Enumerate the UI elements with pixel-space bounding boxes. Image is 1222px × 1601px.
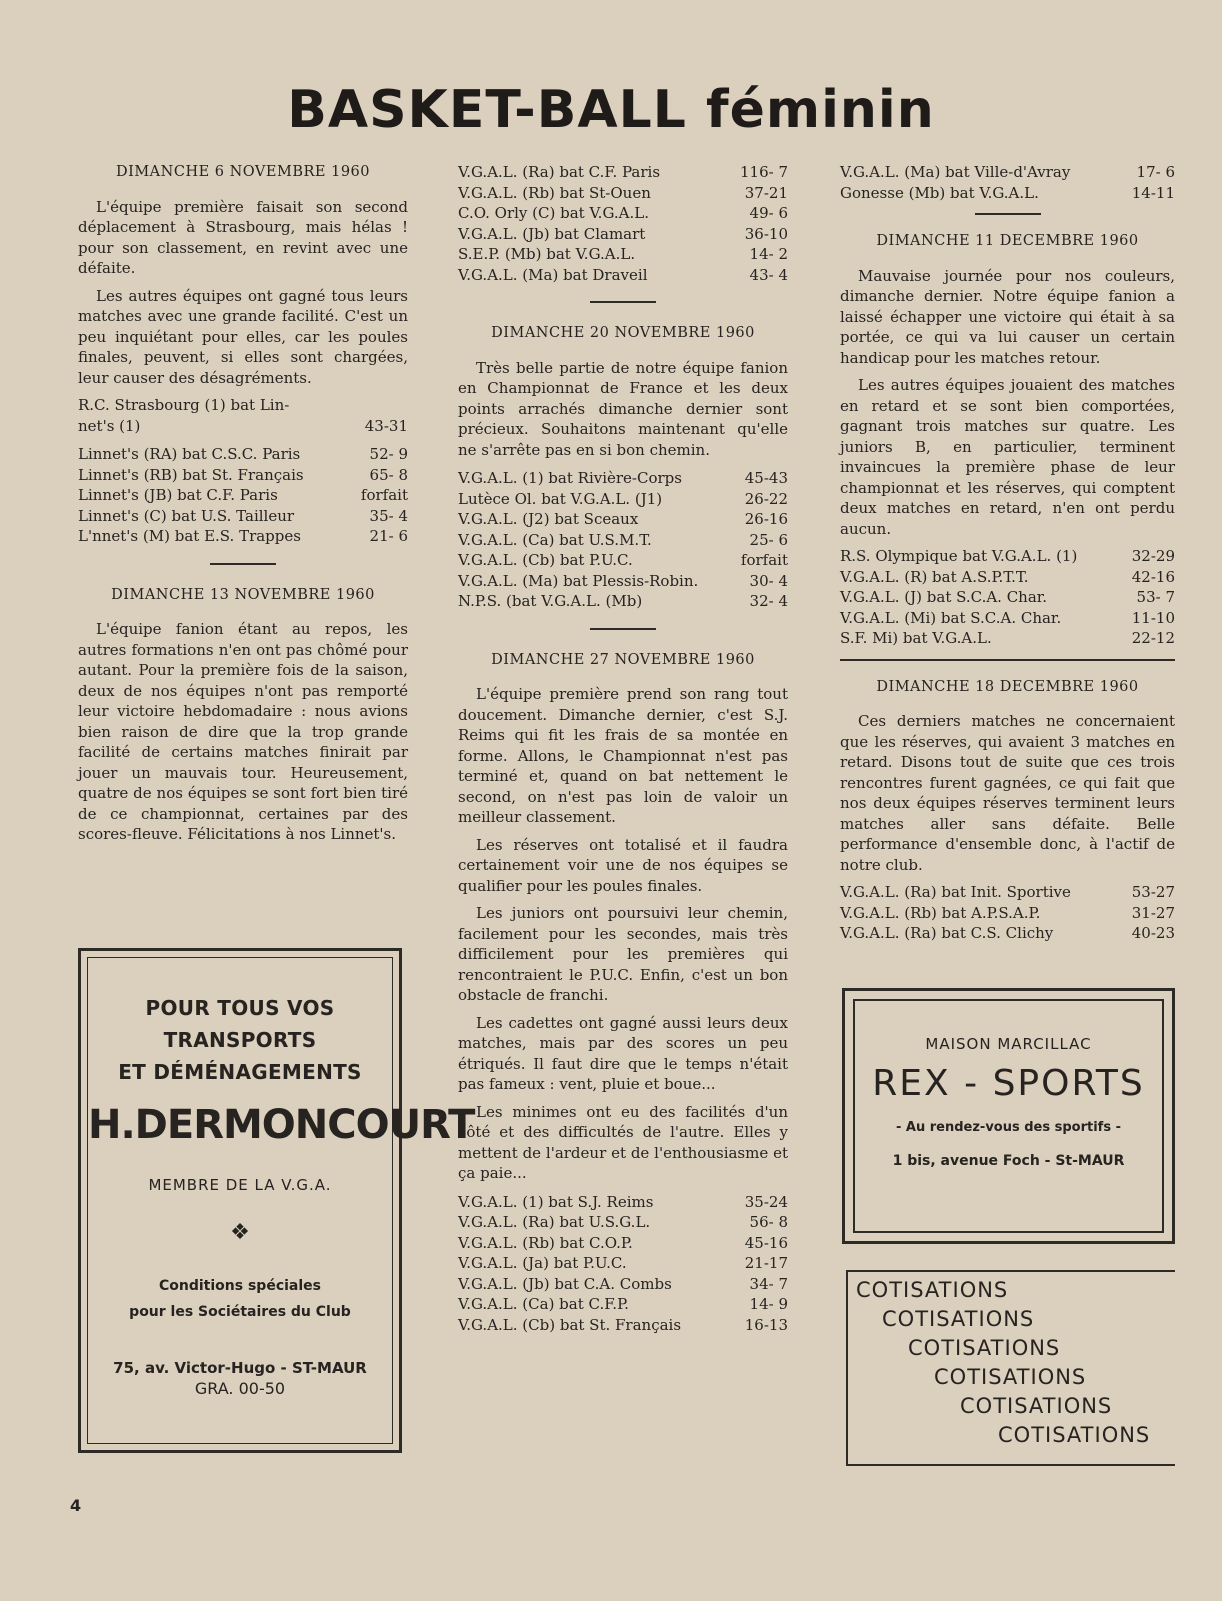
match-score: 35- 4 <box>369 506 408 525</box>
results-list <box>840 546 1175 649</box>
match-score: 42-16 <box>1131 567 1175 586</box>
page-title: BASKET-BALL féminin <box>287 80 935 140</box>
result-row <box>840 183 1175 204</box>
cotisations-line: COTISATIONS <box>882 1307 1035 1331</box>
match-label: V.G.A.L. (Cb) bat St. Français <box>458 1315 682 1334</box>
match-label: V.G.A.L. (Mi) bat S.C.A. Char. <box>840 608 1062 627</box>
result-row <box>458 468 788 489</box>
match-score: 26-22 <box>744 489 788 508</box>
result-row <box>840 587 1175 608</box>
match-score: 53-27 <box>1131 883 1175 901</box>
match-score: 25- 6 <box>749 530 788 549</box>
separator-rule <box>590 301 656 303</box>
match-label: Linnet's (RA) bat C.S.C. Paris <box>78 445 301 463</box>
match-label: V.G.A.L. (Ra) bat C.S. Clichy <box>840 924 1054 942</box>
result-row <box>458 265 788 286</box>
match-score: 17- 6 <box>1136 163 1175 181</box>
match-score: 53- 7 <box>1136 588 1175 606</box>
section-heading: DIMANCHE 27 NOVEMBRE 1960 <box>491 651 755 668</box>
section-heading: DIMANCHE 13 NOVEMBRE 1960 <box>111 586 375 603</box>
match-score: 65- 8 <box>369 465 408 484</box>
advert-member-line: MEMBRE DE LA V.G.A. <box>148 1176 332 1194</box>
result-row <box>458 1233 788 1254</box>
match-score: 43- 4 <box>749 265 788 284</box>
paragraph: Très belle partie de notre équipe fanion en Championnat de France et les deux points arrachés dimanche dernier sont précieux. Souhaitons maintenant qu'elle ne s'arrête pas en si bon chemin. <box>458 358 788 459</box>
result-row <box>840 628 1175 649</box>
results-list <box>840 162 1175 203</box>
match-score: forfait <box>360 486 408 504</box>
match-label: Linnet's (RB) bat St. Français <box>78 465 304 484</box>
result-row <box>840 546 1175 567</box>
paragraph: Ces derniers matches ne concernaient que les réserves, qui avaient 3 matches en retard. Disons tout de suite que ces trois rencontres furent gagnées, ce qui fait que nos deux équipes réserves terminent leurs matches aller sans défaite. Belle performance d'ensemble donc, à l'actif de notre club. <box>840 712 1175 874</box>
match-score: 21-17 <box>744 1254 788 1272</box>
match-label: N.P.S. (bat V.G.A.L. (Mb) <box>458 592 643 610</box>
match-score: 45-43 <box>744 469 788 487</box>
result-row <box>78 506 408 527</box>
match-score: 30- 4 <box>749 571 788 590</box>
match-label: V.G.A.L. (J2) bat Sceaux <box>458 510 639 528</box>
match-score: 11-10 <box>1131 608 1175 627</box>
match-score: 40-23 <box>1131 924 1175 942</box>
result-row <box>458 203 788 224</box>
match-label: Linnet's (C) bat U.S. Tailleur <box>78 506 295 525</box>
result-row <box>458 1294 788 1315</box>
result-row <box>840 903 1175 924</box>
advert-conditions-1: Conditions spéciales <box>159 1278 321 1294</box>
cotisations-line: COTISATIONS <box>934 1365 1087 1389</box>
cotisations-line: COTISATIONS <box>998 1423 1151 1447</box>
advert-maison: MAISON MARCILLAC <box>925 1035 1092 1053</box>
match-score: 31-27 <box>1131 903 1175 922</box>
match-label: V.G.A.L. (Ra) bat U.S.G.L. <box>458 1213 651 1231</box>
advert-line <box>88 992 392 1088</box>
match-score: 14- 9 <box>749 1295 788 1313</box>
separator-rule <box>840 659 1175 661</box>
result-row <box>458 591 788 612</box>
column-3 <box>840 162 1175 944</box>
separator-rule <box>590 628 656 630</box>
match-label: V.G.A.L. (1) bat S.J. Reims <box>458 1192 654 1211</box>
results-list <box>78 444 408 547</box>
paragraph: L'équipe fanion étant au repos, les autres formations n'en ont pas chômé pour autant. Pour la première fois de la saison, deux de nos équipes n'ont pas remporté leur victoire hebdomadaire : nous avions bien raison de dire que la trop grande facilité de certains matches finirait par jouer un mauvais tour. Heureusement, quatre de nos équipes se sont fort bien tiré de ce championnat, certaines par des scores-fleuve. Félicitations à nos Linnet's. <box>78 620 408 843</box>
advert-frame <box>853 999 1164 1233</box>
match-score: 14- 2 <box>749 245 788 263</box>
results-list <box>840 882 1175 944</box>
result-row <box>458 1192 788 1213</box>
match-label: Gonesse (Mb) bat V.G.A.L. <box>840 183 1039 202</box>
advert-frame <box>87 957 475 1444</box>
match-label: V.G.A.L. (R) bat A.S.P.T.T. <box>840 567 1029 586</box>
advert-conditions-2: pour les Sociétaires du Club <box>129 1304 351 1320</box>
match-score: 56- 8 <box>749 1213 788 1231</box>
match-label: V.G.A.L. (1) bat Rivière-Corps <box>458 469 682 487</box>
result-row <box>458 571 788 592</box>
paragraph: Les minimes ont eu des facilités d'un côté et des difficultés de l'autre. Elles y mettent de l'ardeur et de l'enthousiasme et ça paie... <box>458 1102 788 1182</box>
advert-tagline: - Au rendez-vous des sportifs - <box>895 1120 1121 1135</box>
match-label: V.G.A.L. (Cb) bat P.U.C. <box>458 551 633 569</box>
advert-phone: GRA. 00-50 <box>194 1379 286 1398</box>
page-number: 4 <box>70 1496 82 1515</box>
advert-address: 75, av. Victor-Hugo - ST-MAUR <box>113 1359 367 1377</box>
column-1 <box>78 162 408 852</box>
result-row <box>840 567 1175 588</box>
advert-company-name: H.DERMONCOURT <box>88 1102 475 1148</box>
match-label: V.G.A.L. (Ra) bat Init. Sportive <box>840 883 1071 901</box>
match-score: 52- 9 <box>369 445 408 463</box>
separator-rule <box>975 213 1041 215</box>
paragraph: Les juniors ont poursuivi leur chemin, facilement pour les secondes, mais très difficilement pour les premières qui rencontraient le P.U.C. Enfin, c'est un bon obstacle de franchi. <box>458 904 788 1004</box>
result-row <box>840 882 1175 903</box>
match-label: V.G.A.L. (Ma) bat Draveil <box>458 265 648 284</box>
match-label: V.G.A.L. (Rb) bat A.P.S.A.P. <box>840 903 1041 922</box>
cotisations-block <box>846 1270 1175 1466</box>
result-row <box>78 465 408 486</box>
cotisations-line: COTISATIONS <box>960 1394 1113 1418</box>
match-score: 32- 4 <box>749 592 788 610</box>
advert-dermoncourt <box>78 948 475 1453</box>
match-score: 26-16 <box>744 510 788 528</box>
match-label: C.O. Orly (C) bat V.G.A.L. <box>458 204 649 222</box>
result-row <box>840 923 1175 944</box>
match-score: forfait <box>740 551 788 569</box>
match-score: 21- 6 <box>369 527 408 545</box>
advert-rex-sports <box>842 988 1175 1244</box>
section-heading: DIMANCHE 11 DECEMBRE 1960 <box>876 233 1139 249</box>
match-label: Lutèce Ol. bat V.G.A.L. (J1) <box>458 489 663 508</box>
match-score: 14-11 <box>1131 183 1175 202</box>
advert-company-name: REX - SPORTS <box>872 1063 1145 1104</box>
advert-line-2: ET DÉMÉNAGEMENTS <box>118 1060 362 1084</box>
section-heading: DIMANCHE 6 NOVEMBRE 1960 <box>115 164 371 180</box>
match-score: 49- 6 <box>749 204 788 222</box>
match-label: V.G.A.L. (Rb) bat C.O.P. <box>458 1233 633 1252</box>
match-label: V.G.A.L. (J) bat S.C.A. Char. <box>840 588 1048 606</box>
match-score: 32-29 <box>1131 547 1175 565</box>
result-row <box>458 550 788 571</box>
match-label: V.G.A.L. (Jb) bat Clamart <box>458 224 646 243</box>
match-label: V.G.A.L. (Ca) bat C.F.P. <box>458 1295 629 1313</box>
result-row <box>840 162 1175 183</box>
result-row <box>458 530 788 551</box>
match-label: S.F. Mi) bat V.G.A.L. <box>840 629 992 647</box>
advert-line-1: POUR TOUS VOS TRANSPORTS <box>145 996 335 1052</box>
result-row <box>840 608 1175 629</box>
cotisations-line: COTISATIONS <box>856 1278 1009 1302</box>
match-label: V.G.A.L. (Ma) bat Ville-d'Avray <box>840 163 1071 181</box>
match-label: V.G.A.L. (Ra) bat C.F. Paris <box>458 163 661 181</box>
result-row <box>78 485 408 506</box>
paragraph: Les réserves ont totalisé et il faudra certainement voir une de nos équipes se qualifier pour les poules finales. <box>458 835 788 895</box>
result-row <box>78 444 408 465</box>
match-score: 36-10 <box>744 224 788 243</box>
result-row <box>458 183 788 204</box>
results-list <box>458 1192 788 1336</box>
match-label: Linnet's (JB) bat C.F. Paris <box>78 486 278 504</box>
match-label: R.C. Strasbourg (1) bat Lin- <box>78 396 290 414</box>
match-score: 34- 7 <box>749 1274 788 1293</box>
result-row <box>458 489 788 510</box>
paragraph: L'équipe première faisait son second déplacement à Strasbourg, mais hélas ! pour son classement, en revint avec une défaite. <box>78 197 408 277</box>
separator-rule <box>210 563 276 565</box>
results-list <box>458 468 788 612</box>
match-label: V.G.A.L. (Rb) bat St-Ouen <box>458 183 651 202</box>
result-row <box>458 1315 788 1336</box>
section-heading: DIMANCHE 18 DECEMBRE 1960 <box>876 678 1139 695</box>
result-row <box>458 244 788 265</box>
paragraph: Les autres équipes ont gagné tous leurs matches avec une grande facilité. C'est un peu inquiétant pour elles, car les poules finales, peuvent, si elles sont chargées, leur causer des désagréments. <box>78 286 408 387</box>
match-score: 43-31 <box>364 416 408 435</box>
match-label: V.G.A.L. (Ja) bat P.U.C. <box>458 1254 627 1272</box>
advert-address: 1 bis, avenue Foch - St-MAUR <box>892 1153 1125 1169</box>
result-row <box>458 224 788 245</box>
ornament-icon: ❖ <box>230 1220 250 1245</box>
match-label: V.G.A.L. (Ma) bat Plessis-Robin. <box>458 571 699 590</box>
result-row <box>78 395 408 436</box>
match-label: V.G.A.L. (Jb) bat C.A. Combs <box>458 1274 672 1293</box>
match-score: 116- 7 <box>739 163 788 181</box>
cotisations-line: COTISATIONS <box>908 1336 1061 1360</box>
paragraph: Les cadettes ont gagné aussi leurs deux matches, mais par des scores un peu étriqués. Il faut dire que le temps n'était pas fameux : vent, pluie et boue... <box>458 1013 788 1093</box>
match-label: net's (1) <box>78 416 141 435</box>
match-label: V.G.A.L. (Ca) bat U.S.M.T. <box>458 530 652 549</box>
match-score: 45-16 <box>744 1233 788 1252</box>
paragraph: L'équipe première prend son rang tout doucement. Dimanche dernier, c'est S.J. Reims qui fit les frais de sa montée en forme. Allons, le Championnat n'est pas terminé et, quand on bat nettement le second, on n'est pas loin de valoir un meilleur classement. <box>458 685 788 826</box>
result-row <box>78 526 408 547</box>
section-heading: DIMANCHE 20 NOVEMBRE 1960 <box>491 325 755 341</box>
match-score: 37-21 <box>744 183 788 202</box>
column-2 <box>458 162 788 1335</box>
match-label: S.E.P. (Mb) bat V.G.A.L. <box>458 245 636 263</box>
paragraph: Mauvaise journée pour nos couleurs, dimanche dernier. Notre équipe fanion a laissé échapper une victoire qui était à sa portée, ce qui va lui causer un certain handicap pour les matches retour. <box>840 266 1175 367</box>
result-row <box>458 1253 788 1274</box>
match-label: L'nnet's (M) bat E.S. Trappes <box>78 527 301 545</box>
match-score: 35-24 <box>744 1192 788 1211</box>
match-score: 16-13 <box>744 1315 788 1334</box>
advert-conditions <box>88 1273 392 1325</box>
match-score: 22-12 <box>1131 629 1175 647</box>
result-row <box>458 509 788 530</box>
match-label: R.S. Olympique bat V.G.A.L. (1) <box>840 547 1078 565</box>
results-list <box>458 162 788 285</box>
result-row <box>458 162 788 183</box>
result-row <box>458 1274 788 1295</box>
paragraph: Les autres équipes jouaient des matches en retard et se sont bien comportées, gagnant trois matches sur quatre. Les juniors B, en particulier, terminent invaincues la première phase de leur championnat et les réserves, qui comptent deux matches en retard, n'en ont perdu aucun. <box>840 376 1175 538</box>
result-row <box>458 1212 788 1233</box>
